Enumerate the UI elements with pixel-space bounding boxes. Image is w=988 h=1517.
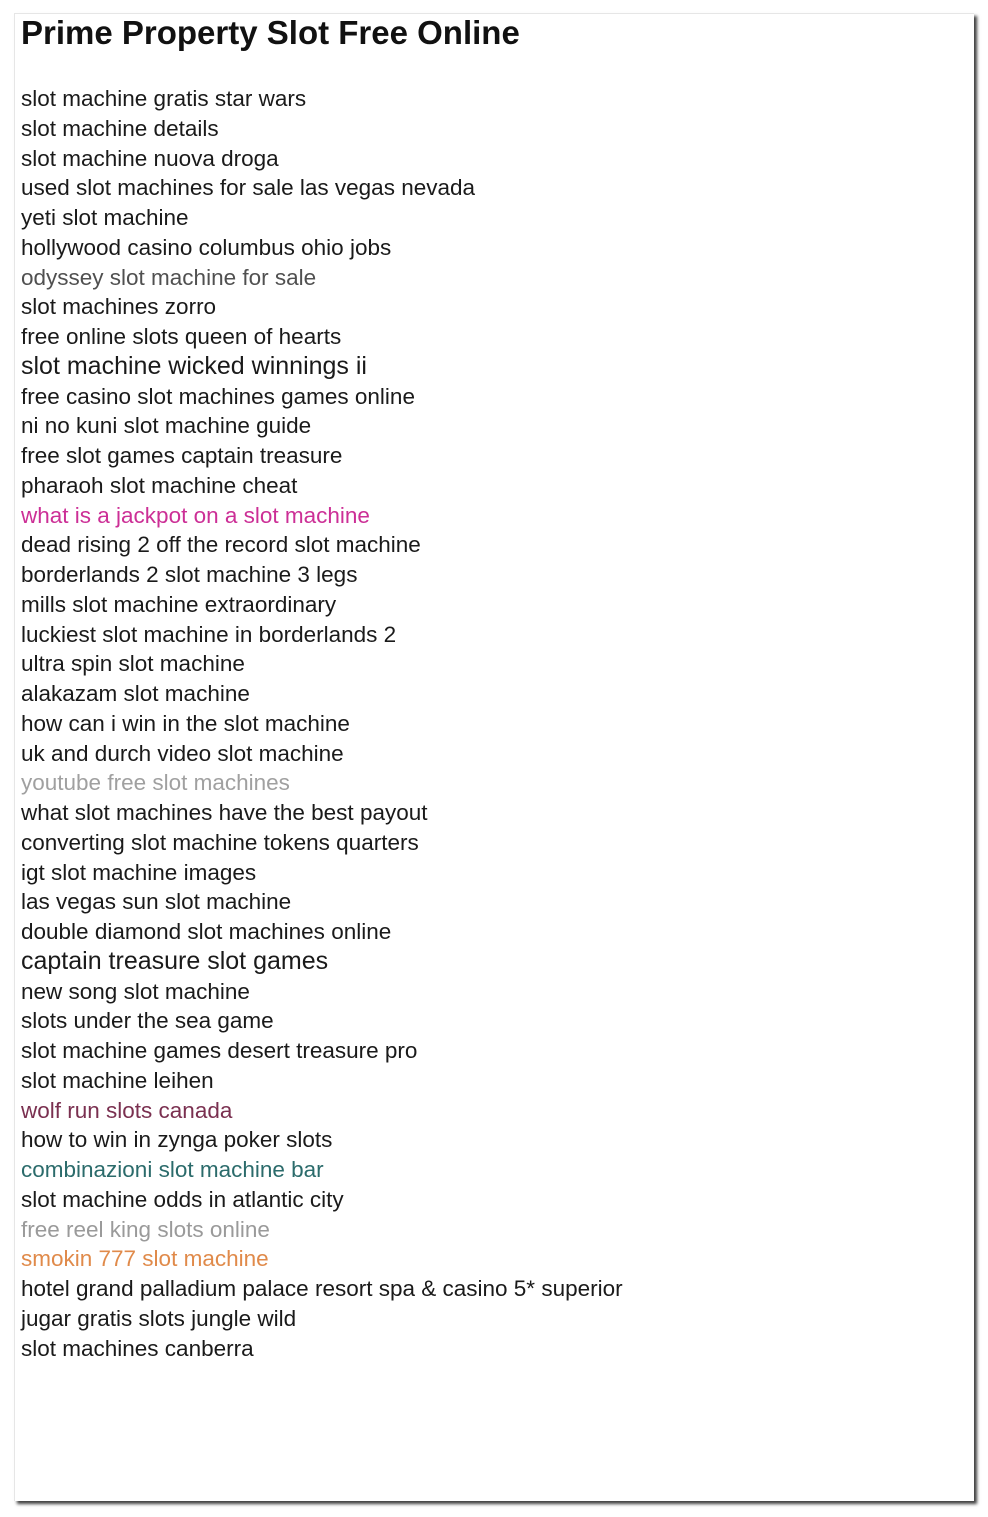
page-title: Prime Property Slot Free Online xyxy=(21,14,520,51)
list-item-link[interactable]: ultra spin slot machine xyxy=(21,651,245,677)
list-item-link[interactable]: converting slot machine tokens quarters xyxy=(21,829,419,855)
list-item-link[interactable]: combinazioni slot machine bar xyxy=(21,1157,324,1182)
list-item-link[interactable]: ni no kuni slot machine guide xyxy=(21,413,312,439)
list-item-link[interactable]: slot machine games desert treasure pro xyxy=(21,1038,418,1063)
list-item-link[interactable]: free online slots queen of hearts xyxy=(21,324,342,349)
list-item-link[interactable]: jugar gratis slots jungle wild xyxy=(21,1305,297,1331)
list-item-link[interactable]: mills slot machine extraordinary xyxy=(21,591,337,617)
list-item-link[interactable]: odyssey slot machine for sale xyxy=(21,264,317,290)
list-item-link[interactable]: alakazam slot machine xyxy=(21,681,250,706)
list-item-link[interactable]: hollywood casino columbus ohio jobs xyxy=(21,234,392,260)
page-container xyxy=(14,13,974,1501)
list-item-link[interactable]: slot machine leihen xyxy=(21,1067,214,1093)
list-item-link[interactable]: free reel king slots online xyxy=(21,1216,270,1242)
list-item-link[interactable]: slots under the sea game xyxy=(21,1008,274,1034)
list-item-link[interactable]: free slot games captain treasure xyxy=(21,443,343,468)
list-item-link[interactable]: slot machines canberra xyxy=(21,1335,254,1361)
list-item-link[interactable]: slot machines zorro xyxy=(21,294,217,320)
list-item-link[interactable]: youtube free slot machines xyxy=(21,770,290,796)
list-item-link[interactable]: borderlands 2 slot machine 3 legs xyxy=(21,562,358,587)
list-item-link[interactable]: new song slot machine xyxy=(21,978,250,1004)
list-item-link[interactable]: free casino slot machines games online xyxy=(21,383,415,409)
list-item-link[interactable]: slot machine details xyxy=(21,115,219,141)
list-item-link[interactable]: wolf run slots canada xyxy=(21,1097,233,1123)
list-item-link[interactable]: pharaoh slot machine cheat xyxy=(21,472,298,498)
list-item-link[interactable]: dead rising 2 off the record slot machine xyxy=(21,532,421,558)
list-item-link[interactable]: what is a jackpot on a slot machine xyxy=(21,502,370,528)
list-item-link[interactable]: yeti slot machine xyxy=(21,205,189,230)
list-item-link[interactable]: how to win in zynga poker slots xyxy=(21,1127,333,1153)
list-item-link[interactable]: luckiest slot machine in borderlands 2 xyxy=(21,621,397,647)
list-item-link[interactable]: igt slot machine images xyxy=(21,859,257,885)
list-item-link[interactable]: slot machine odds in atlantic city xyxy=(21,1186,344,1212)
list-item-link[interactable]: smokin 777 slot machine xyxy=(21,1246,269,1272)
list-item-link[interactable]: what slot machines have the best payout xyxy=(21,800,428,825)
list-item-link[interactable]: hotel grand palladium palace resort spa & casino 5* superior xyxy=(21,1276,623,1301)
list-item-link[interactable]: slot machine nuova droga xyxy=(21,145,279,171)
link-list xyxy=(21,84,623,1363)
list-item-link[interactable]: uk and durch video slot machine xyxy=(21,740,344,766)
list-item-link[interactable]: how can i win in the slot machine xyxy=(21,710,350,736)
list-item-link[interactable]: slot machine wicked winnings ii xyxy=(21,351,367,380)
list-item-link[interactable]: slot machine gratis star wars xyxy=(21,86,307,111)
list-item-link[interactable]: double diamond slot machines online xyxy=(21,919,392,944)
list-item-link[interactable]: used slot machines for sale las vegas nevada xyxy=(21,175,476,201)
list-item-link[interactable]: las vegas sun slot machine xyxy=(21,889,292,915)
list-item-link[interactable]: captain treasure slot games xyxy=(21,946,329,975)
